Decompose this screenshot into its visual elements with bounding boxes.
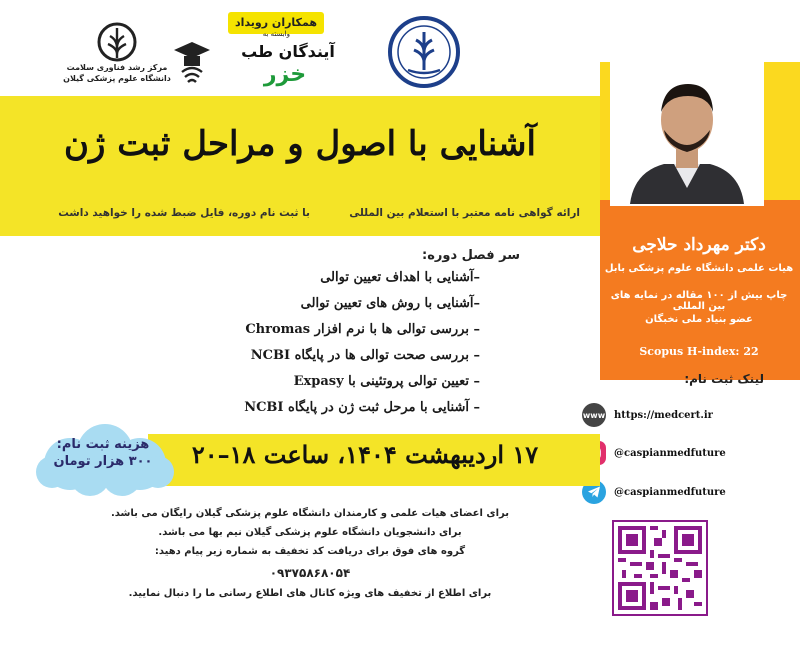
instructor-membership: عضو بنیاد ملی نخبگان <box>645 314 753 325</box>
globe-icon: www <box>582 403 606 427</box>
university-logo <box>384 14 464 90</box>
qr-code[interactable] <box>612 520 708 616</box>
fee-label: هزینه ثبت نام: <box>56 437 150 452</box>
syllabus-item: –آشنایی با اهداف تعیین توالی <box>320 270 480 285</box>
website-row[interactable] <box>582 402 713 428</box>
scopus-h-index: Scopus H-index: 22 <box>639 345 759 358</box>
registration-fee <box>38 436 168 470</box>
syllabus-item: – بررسی صحت توالی ها در پایگاه NCBI <box>250 348 480 363</box>
syllabus-item: –آشنایی با روش های تعیین توالی <box>300 296 480 311</box>
recording-note: با ثبت نام دوره، فایل ضبط شده را خواهید داشت <box>58 207 310 219</box>
note-discount: گروه های فوق برای دریافت کد تخفیف به شماره زیر پیام دهید: <box>154 546 466 557</box>
fee-amount: ۳۰۰ هزار تومان <box>53 454 153 469</box>
growth-center-caption: مرکز رشد فناوری سلامت دانشگاه علوم پزشکی گیلان <box>63 63 171 83</box>
sponsors-badge: همکاران رویداد <box>228 12 324 34</box>
instagram-handle[interactable]: @caspianmedfuture <box>614 447 726 459</box>
instructor-publications: چاپ بیش از ۱۰۰ مقاله در نمایه های بین المللی <box>610 290 788 312</box>
certificate-note: ارائه گواهی نامه معتبر با استعلام بین المللی <box>349 207 580 219</box>
note-students: برای دانشجویان دانشگاه علوم پزشکی گیلان نیم بها می باشد. <box>158 527 462 538</box>
syllabus-title: سر فصل دوره: <box>422 248 520 263</box>
instructor-name: دکتر مهرداد حلاجی <box>632 235 766 255</box>
instructor-affiliation: هیات علمی دانشگاه علوم پزشکی بابل <box>604 263 794 274</box>
instructor-photo <box>610 62 764 206</box>
khazar-wordmark: خزر <box>263 62 307 87</box>
phone-number[interactable]: ۰۹۳۷۵۸۶۸۰۵۴ <box>269 566 351 580</box>
event-date-time: ۱۷ اردیبهشت ۱۴۰۴، ساعت ۱۸–۲۰ <box>191 440 539 469</box>
registration-title: لینک ثبت نام: <box>684 372 764 386</box>
syllabus-item: – آشنایی با مرحل ثبت ژن در پایگاه NCBI <box>244 400 480 415</box>
instagram-row[interactable] <box>582 440 726 466</box>
course-title: آشنایی با اصول و مراحل ثبت ژن <box>64 124 536 164</box>
ayandegan-wordmark: آیندگان طب <box>241 42 335 61</box>
telegram-handle[interactable]: @caspianmedfuture <box>614 486 726 498</box>
ayandegan-tag: وابسته به <box>262 30 290 38</box>
note-channels: برای اطلاع از تخفیف های ویژه کانال های اطلاع رسانی ما را دنبال نمایید. <box>128 588 492 599</box>
note-faculty: برای اعضای هیات علمی و کارمندان دانشگاه علوم پزشکی گیلان رایگان می باشد. <box>110 508 509 519</box>
syllabus-item: – تعیین توالی پروتئینی با Expasy <box>293 374 480 389</box>
telegram-row[interactable] <box>582 479 726 505</box>
syllabus-item: – بررسی توالی ها با نرم افزار Chromas <box>245 322 480 337</box>
website-link[interactable]: https://medcert.ir <box>614 409 713 421</box>
